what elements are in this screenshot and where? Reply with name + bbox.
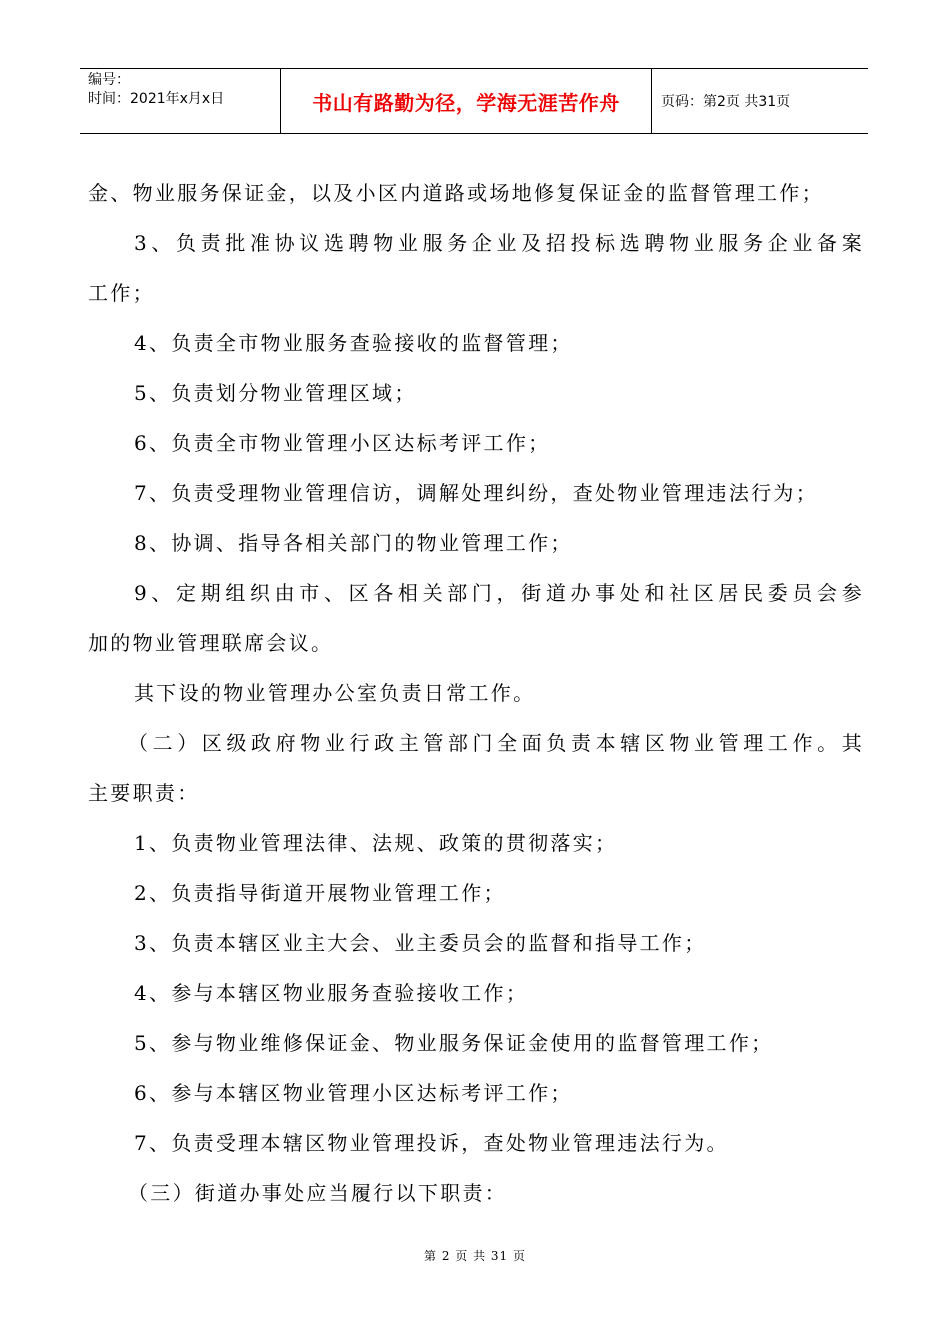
body-line-district-2: 2、负责指导街道开展物业管理工作； <box>134 881 506 905</box>
body-line-item-3-cont: 工作； <box>88 281 155 305</box>
body-line-district-1: 1、负责物业管理法律、法规、政策的贯彻落实； <box>134 831 618 855</box>
header-motto: 书山有路勤为径，学海无涯苦作舟 <box>312 90 620 115</box>
serial-number-label: 编号： <box>88 72 130 88</box>
body-line-item-5: 5、负责划分物业管理区域； <box>134 381 417 405</box>
section-heading-2-cont: 主要职责： <box>88 781 200 805</box>
document-header <box>80 68 868 134</box>
body-line-item-9-cont: 加的物业管理联席会议。 <box>88 631 334 655</box>
body-line-continuation: 金、物业服务保证金，以及小区内道路或场地修复保证金的监督管理工作； <box>88 181 824 205</box>
body-line-district-4: 4、参与本辖区物业服务查验接收工作； <box>134 981 529 1005</box>
body-line-district-3: 3、负责本辖区业主大会、业主委员会的监督和指导工作； <box>134 931 707 955</box>
document-body <box>88 168 864 1218</box>
body-line-district-7: 7、负责受理本辖区物业管理投诉，查处物业管理违法行为。 <box>134 1131 729 1155</box>
header-meta-cell <box>80 69 281 133</box>
body-line-item-7: 7、负责受理物业管理信访，调解处理纠纷，查处物业管理违法行为； <box>134 481 819 505</box>
body-line-item-8: 8、协调、指导各相关部门的物业管理工作； <box>134 531 573 555</box>
header-page-info: 页码：第2页 共31页 <box>661 94 791 110</box>
body-line-item-6: 6、负责全市物业管理小区达标考评工作； <box>134 431 551 455</box>
body-line-item-9: 9、定期组织由市、区各相关部门，街道办事处和社区居民委员会参 <box>134 581 864 605</box>
date-label: 时间：2021年x月x日 <box>88 91 225 107</box>
body-line-office: 其下设的物业管理办公室负责日常工作。 <box>134 681 536 705</box>
body-line-item-4: 4、负责全市物业服务查验接收的监督管理； <box>134 331 573 355</box>
header-motto-cell <box>281 69 652 133</box>
header-page-cell <box>652 69 868 133</box>
section-heading-2: （二）区级政府物业行政主管部门全面负责本辖区物业管理工作。其 <box>128 731 864 755</box>
page-footer: 第 2 页 共 31 页 <box>424 1249 526 1263</box>
body-line-district-6: 6、参与本辖区物业管理小区达标考评工作； <box>134 1081 573 1105</box>
body-line-district-5: 5、参与物业维修保证金、物业服务保证金使用的监督管理工作； <box>134 1031 774 1055</box>
body-line-item-3: 3、负责批准协议选聘物业服务企业及招投标选聘物业服务企业备案 <box>134 231 864 255</box>
section-heading-3: （三）街道办事处应当履行以下职责： <box>128 1181 508 1205</box>
